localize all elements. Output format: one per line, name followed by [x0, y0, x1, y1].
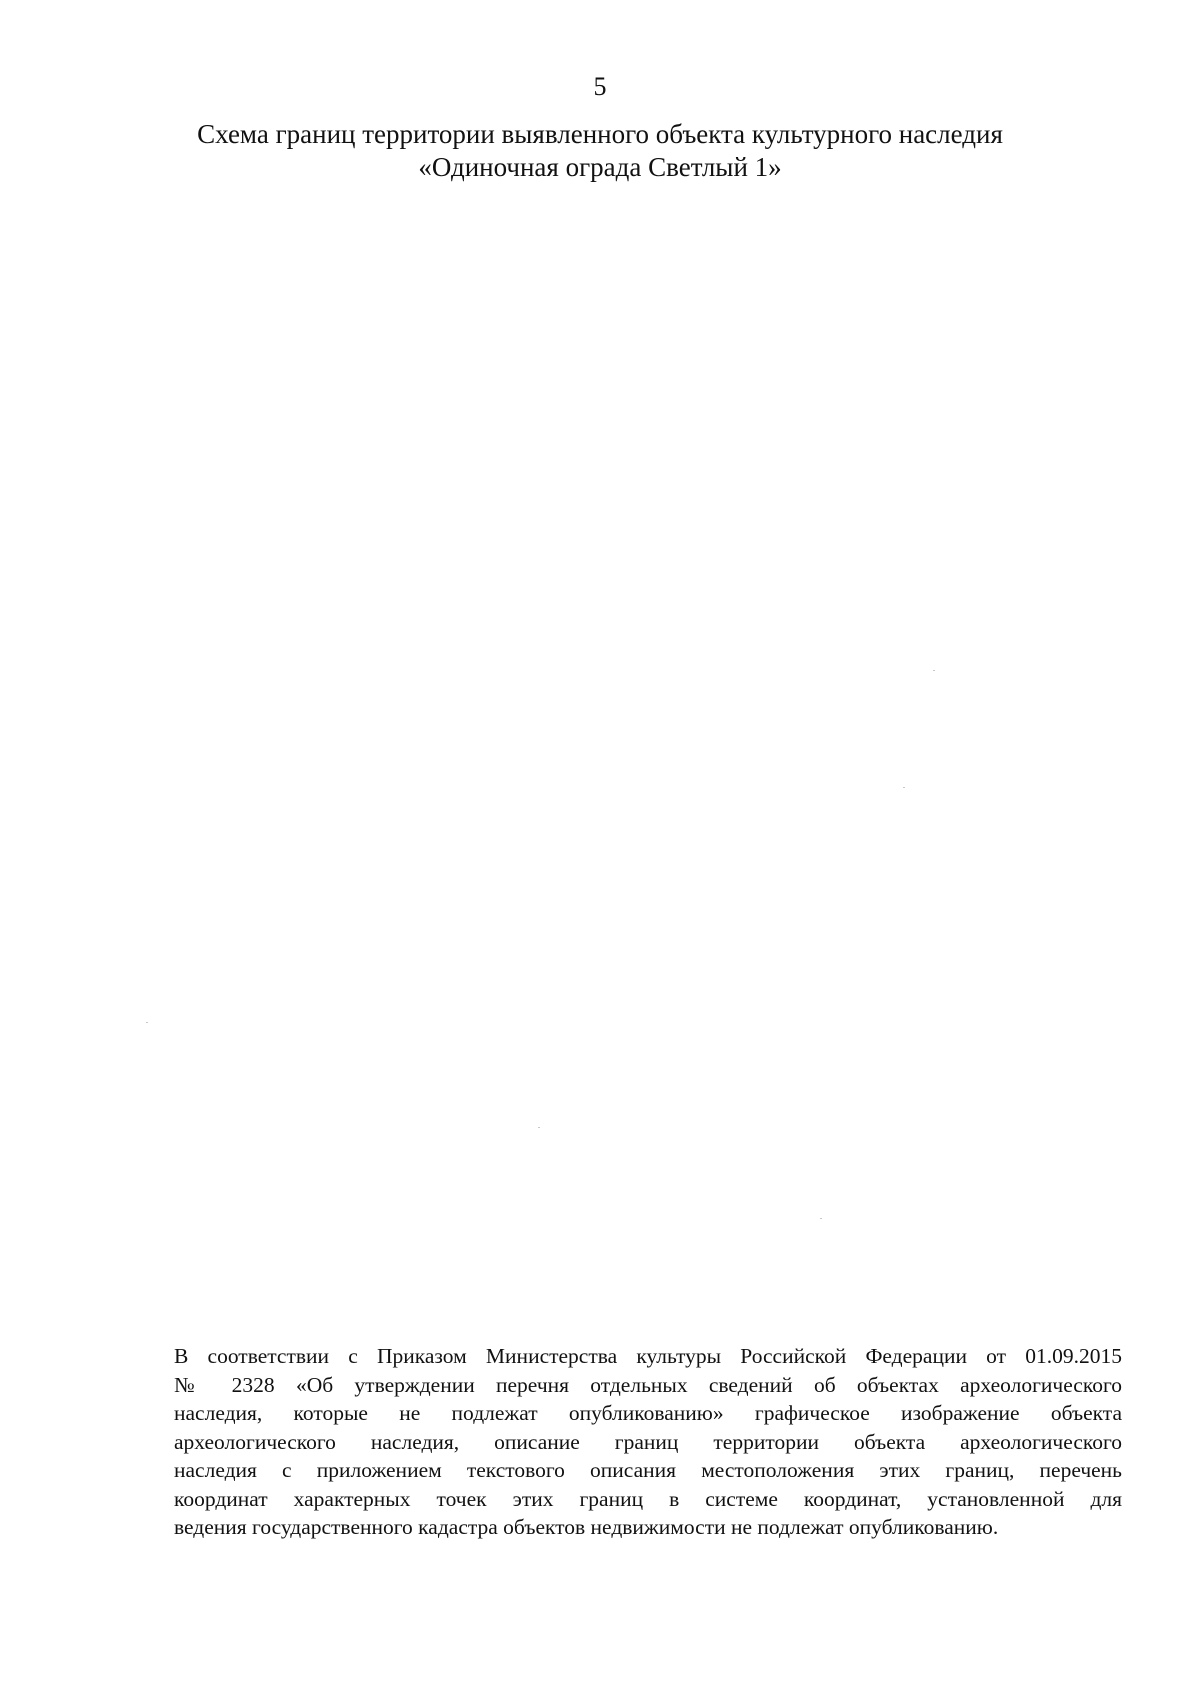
notice-line: археологического наследия, описание границ территории объекта археологического [174, 1429, 1122, 1454]
scan-speck [933, 670, 935, 671]
scan-speck [903, 787, 905, 788]
scan-speck [820, 1218, 822, 1219]
publication-notice [174, 1342, 1122, 1542]
scheme-blank-area [130, 215, 1070, 1325]
notice-line: № 2328 «Об утверждении перечня отдельных сведений об объектах археологического [174, 1372, 1122, 1397]
notice-line: В соответствии с Приказом Министерства культуры Российской Федерации от 01.09.2015 [174, 1344, 1122, 1368]
notice-line: ведения государственного кадастра объектов недвижимости не подлежат опубликованию. [174, 1515, 999, 1539]
scan-speck [538, 1127, 540, 1128]
page-title [160, 118, 1040, 184]
title-line-1: Схема границ территории выявленного объекта культурного наследия [197, 119, 1003, 149]
scan-speck [146, 1022, 148, 1023]
page-number: 5 [593, 72, 607, 101]
notice-line: координат характерных точек этих границ в системе координат, установленной для [174, 1486, 1122, 1511]
notice-line: наследия с приложением текстового описания местоположения этих границ, перечень [174, 1458, 1122, 1482]
title-line-2: «Одиночная ограда Светлый 1» [418, 152, 782, 182]
notice-line: наследия, которые не подлежат опубликованию» графическое изображение объекта [174, 1401, 1122, 1425]
